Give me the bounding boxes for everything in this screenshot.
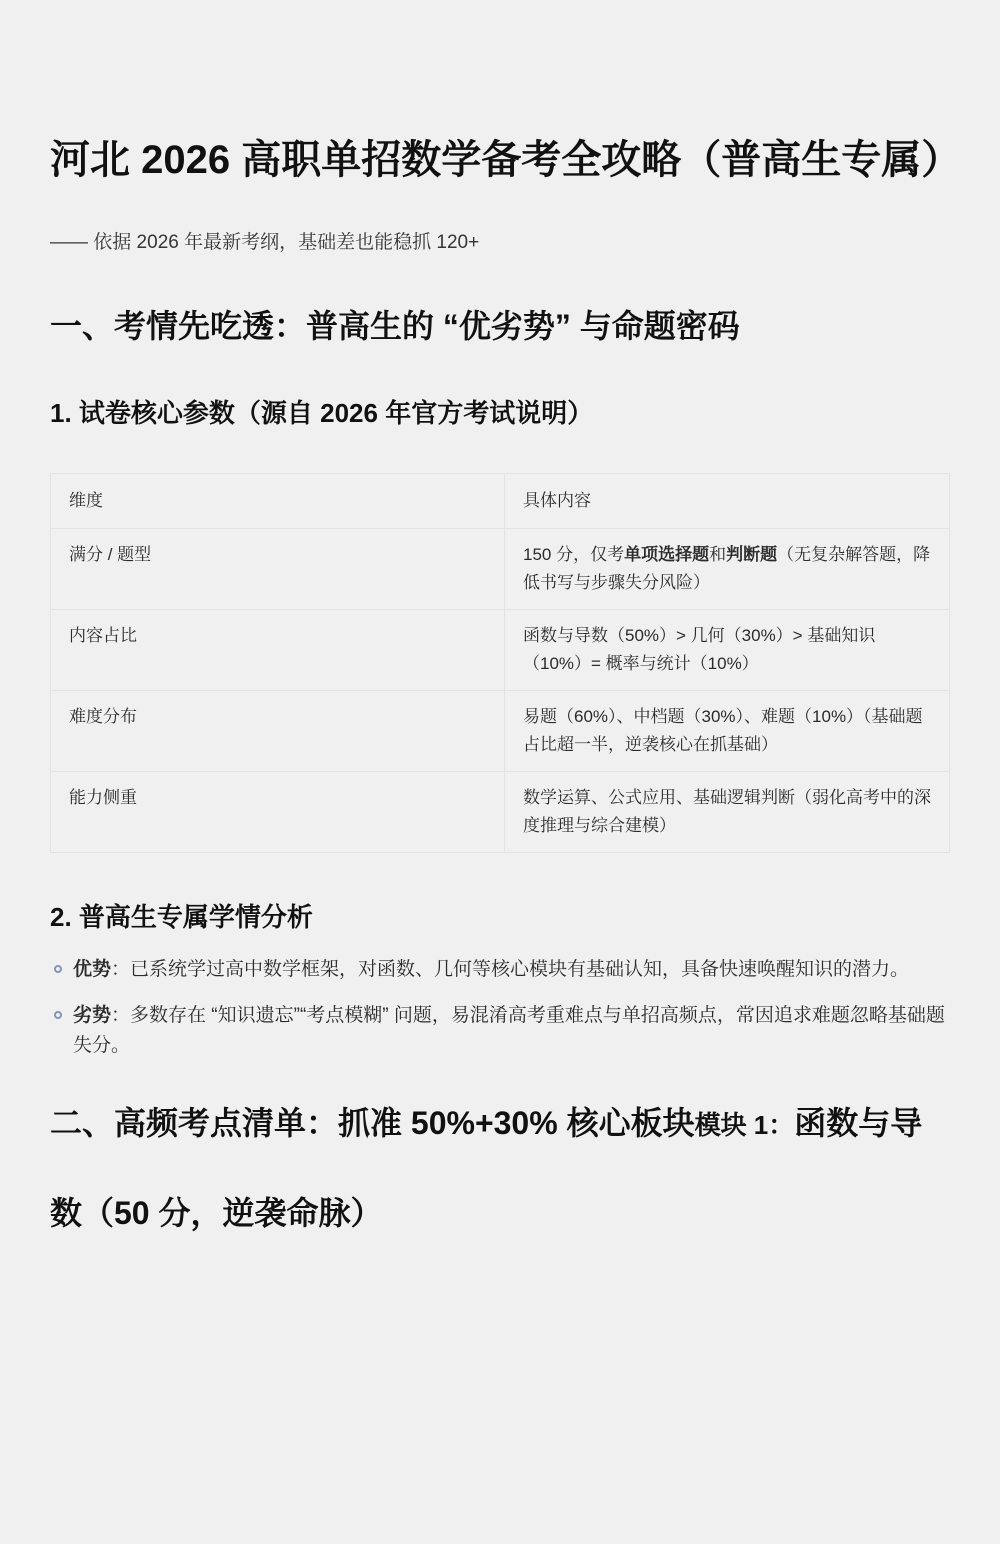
table-body (51, 529, 950, 853)
table-header-content: 具体内容 (504, 474, 949, 529)
section2-heading (50, 1079, 930, 1258)
doc-subtitle: —— 依据 2026 年最新考纲，基础差也能稳抓 120+ (50, 232, 480, 253)
table-row (51, 772, 950, 853)
subsection2-heading: 2. 普高生专属学情分析 (50, 902, 313, 932)
subsection1-heading: 1. 试卷核心参数（源自 2026 年官方考试说明） (50, 398, 594, 428)
list-item (50, 1001, 950, 1061)
table-header-row (51, 474, 950, 529)
list-item-text: ：已系统学过高中数学框架，对函数、几何等核心模块有基础认知，具备快速唤醒知识的潜力。 (111, 959, 910, 980)
table-row (51, 691, 950, 772)
table-header-dimension: 维度 (51, 474, 505, 529)
list-item-text: ：多数存在 “知识遗忘”“考点模糊” 问题，易混淆高考重难点与单招高频点，常因追求难题忽略基础题失分。 (73, 1005, 945, 1056)
list-item (50, 955, 950, 985)
table-cell-dimension: 难度分布 (51, 691, 505, 772)
section2-heading-part3: 函数与导数（50 分，逆袭命脉） (50, 1105, 923, 1231)
section1-heading: 一、考情先吃透：普高生的 “优劣势” 与命题密码 (50, 308, 740, 344)
table-cell-dimension: 满分 / 题型 (51, 529, 505, 610)
list-item-label: 劣势 (73, 1005, 112, 1026)
list-item-label: 优势 (73, 959, 112, 980)
table-cell-content: 150 分，仅考单项选择题和判断题（无复杂解答题，降低书写与步骤失分风险） (504, 529, 949, 610)
bullet-ring-icon (54, 1011, 62, 1019)
exam-parameters-table (50, 473, 950, 853)
table-cell-content: 易题（60%）、中档题（30%）、难题（10%）（基础题占比超一半，逆袭核心在抓基础） (504, 691, 949, 772)
document-page (0, 130, 1000, 1544)
table-cell-dimension: 内容占比 (51, 610, 505, 691)
bullet-ring-icon (54, 965, 62, 973)
table-row (51, 529, 950, 610)
section2-heading-part2: 模块 1： (694, 1110, 795, 1140)
table-cell-content: 函数与导数（50%）> 几何（30%）> 基础知识（10%）= 概率与统计（10%） (504, 610, 949, 691)
table-row (51, 610, 950, 691)
table-cell-dimension: 能力侧重 (51, 772, 505, 853)
analysis-list (50, 955, 950, 1061)
section2-heading-part1: 二、高频考点清单：抓准 50%+30% 核心板块 (50, 1105, 695, 1141)
table-cell-content: 数学运算、公式应用、基础逻辑判断（弱化高考中的深度推理与综合建模） (504, 772, 949, 853)
page-title: 河北 2026 高职单招数学备考全攻略（普高生专属） (50, 138, 962, 182)
